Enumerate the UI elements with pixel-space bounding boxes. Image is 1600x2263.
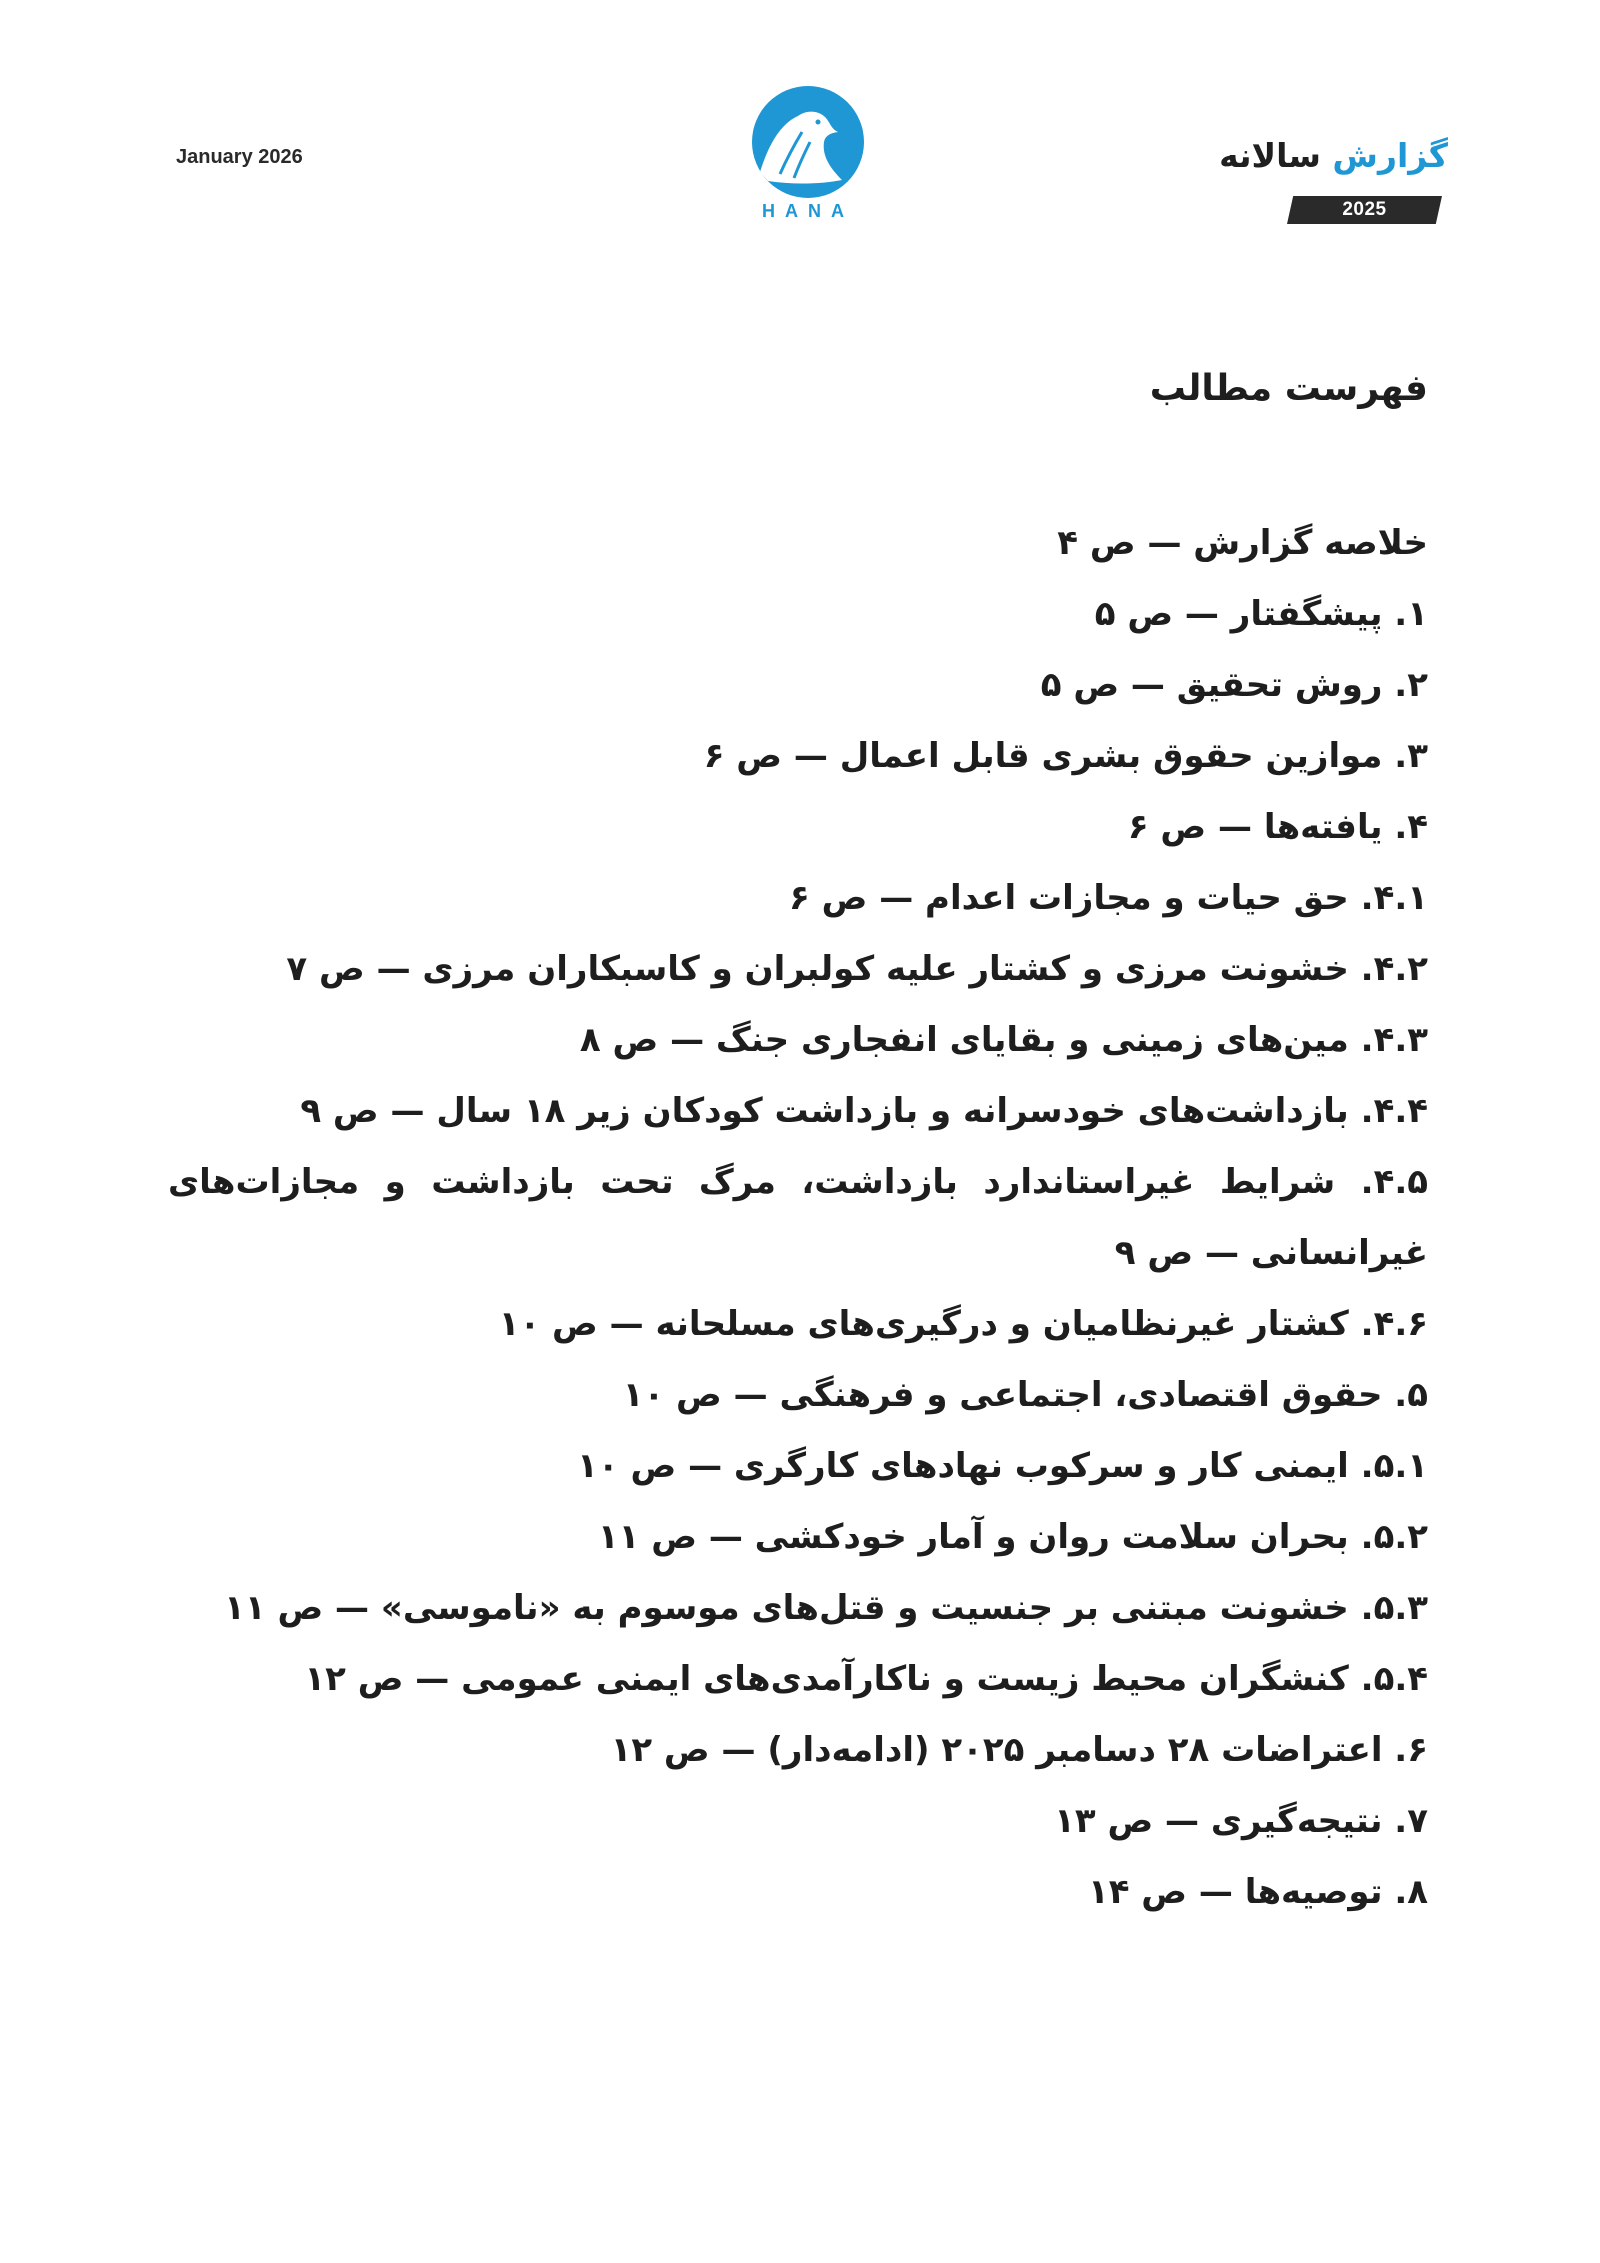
- bird-logo-icon: [738, 86, 878, 222]
- toc-item: ۱. پیشگفتار — ص ۵: [1094, 594, 1428, 634]
- toc-item: ۴.۵. شرایط غیراستاندارد بازداشت، مرگ تحت بازداشت و مجازات‌های غیرانسانی — ص ۹: [168, 1162, 1428, 1273]
- toc-item: ۵.۲. بحران سلامت روان و آمار خودکشی — ص ۱۱: [597, 1517, 1428, 1557]
- toc-item: ۴.۶. کشتار غیرنظامیان و درگیری‌های مسلحانه — ص ۱۰: [498, 1304, 1428, 1344]
- toc-item: ۶. اعتراضات ۲۸ دسامبر ۲۰۲۵ (ادامه‌دار) — ص ۱۲: [610, 1730, 1428, 1770]
- toc-item: ۳. موازین حقوق بشری قابل اعمال — ص ۶: [703, 736, 1428, 776]
- logo-wordmark: HANA: [762, 201, 854, 221]
- toc-item: ۵.۱. ایمنی کار و سرکوب نهادهای کارگری — ص ۱۰: [577, 1446, 1428, 1486]
- toc-item: ۷. نتیجه‌گیری — ص ۱۳: [1054, 1801, 1428, 1841]
- report-title-word-2: سالانه: [1219, 136, 1321, 175]
- toc-item: ۴. یافته‌ها — ص ۶: [1127, 807, 1428, 847]
- hana-logo: [738, 86, 878, 222]
- toc-item: ۴.۴. بازداشت‌های خودسرانه و بازداشت کودکان زیر ۱۸ سال — ص ۹: [300, 1091, 1428, 1131]
- toc-item: ۵. حقوق اقتصادی، اجتماعی و فرهنگی — ص ۱۰: [622, 1375, 1428, 1415]
- toc-item: ۵.۴. کنشگران محیط زیست و ناکارآمدی‌های ایمنی عمومی — ص ۱۲: [304, 1659, 1428, 1699]
- toc-item: خلاصه گزارش — ص ۴: [1057, 523, 1428, 563]
- toc-item: ۴.۳. مین‌های زمینی و بقایای انفجاری جنگ — ص ۸: [579, 1020, 1428, 1060]
- year-badge: [1287, 196, 1442, 224]
- toc-item: ۴.۱. حق حیات و مجازات اعدام — ص ۶: [789, 878, 1428, 918]
- toc-item: ۵.۳. خشونت مبتنی بر جنسیت و قتل‌های موسوم به «ناموسی» — ص ۱۱: [224, 1588, 1428, 1628]
- report-title: [1219, 136, 1448, 175]
- report-title-word-1: گزارش: [1332, 136, 1448, 175]
- toc-item: ۲. روش تحقیق — ص ۵: [1040, 665, 1428, 705]
- toc-list: [168, 508, 1428, 1928]
- report-date: January 2026: [176, 146, 303, 168]
- toc-heading: فهرست مطالب: [1149, 368, 1428, 409]
- toc-item: ۴.۲. خشونت مرزی و کشتار علیه کولبران و کاسبکاران مرزی — ص ۷: [286, 949, 1428, 989]
- toc-item: ۸. توصیه‌ها — ص ۱۴: [1087, 1872, 1428, 1912]
- year-badge-label: 2025: [1342, 199, 1387, 220]
